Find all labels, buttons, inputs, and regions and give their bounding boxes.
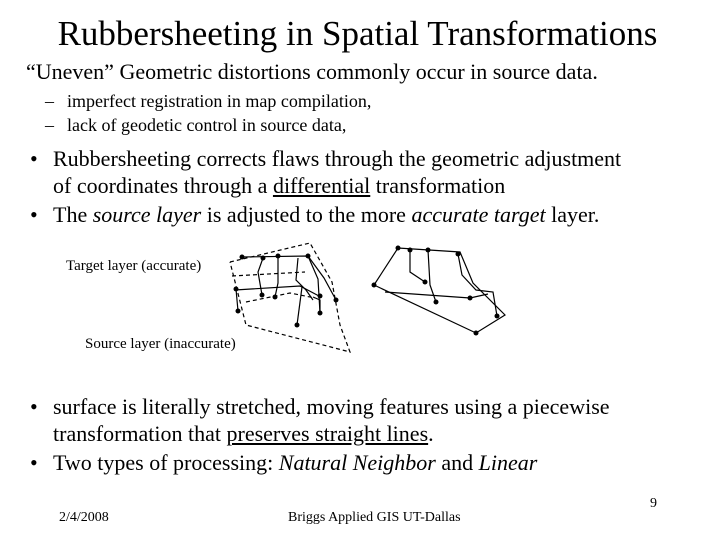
bullet-text: Rubbersheeting corrects flaws through the geometric adjustment of coordinates through a differential transformation bbox=[53, 146, 622, 198]
sub-bullet-text: lack of geodetic control in source data, bbox=[67, 115, 347, 135]
target-layer-drawing bbox=[230, 243, 350, 352]
sub-bullet-text: imperfect registration in map compilation, bbox=[67, 91, 372, 111]
dash-mark: – bbox=[45, 115, 54, 135]
bullet-mark: • bbox=[30, 146, 38, 171]
bullet-mark: • bbox=[30, 202, 38, 227]
bullet-text: The source layer is adjusted to the more accurate target layer. bbox=[53, 202, 600, 227]
bullet-mark: • bbox=[30, 450, 38, 475]
source-layer-drawing bbox=[374, 248, 505, 333]
target-layer-label: Target layer (accurate) bbox=[66, 258, 202, 274]
bullet-text: surface is literally stretched, moving features using a piecewise transformation that preserves straight lines. bbox=[53, 394, 610, 446]
slide-title: Rubbersheeting in Spatial Transformations bbox=[57, 14, 658, 53]
source-layer-label: Source layer (inaccurate) bbox=[85, 336, 236, 352]
footer-date: 2/4/2008 bbox=[59, 510, 109, 525]
bullet-text: Two types of processing: Natural Neighbor and Linear bbox=[53, 450, 538, 475]
underlined-term: preserves straight lines bbox=[226, 421, 429, 446]
footer-center: Briggs Applied GIS UT-Dallas bbox=[288, 510, 461, 525]
subtitle: “Uneven” Geometric distortions commonly occur in source data. bbox=[26, 59, 598, 84]
bullet-mark: • bbox=[30, 394, 38, 419]
underlined-term: differential bbox=[272, 173, 371, 198]
dash-mark: – bbox=[45, 91, 54, 111]
page-number: 9 bbox=[650, 496, 657, 511]
